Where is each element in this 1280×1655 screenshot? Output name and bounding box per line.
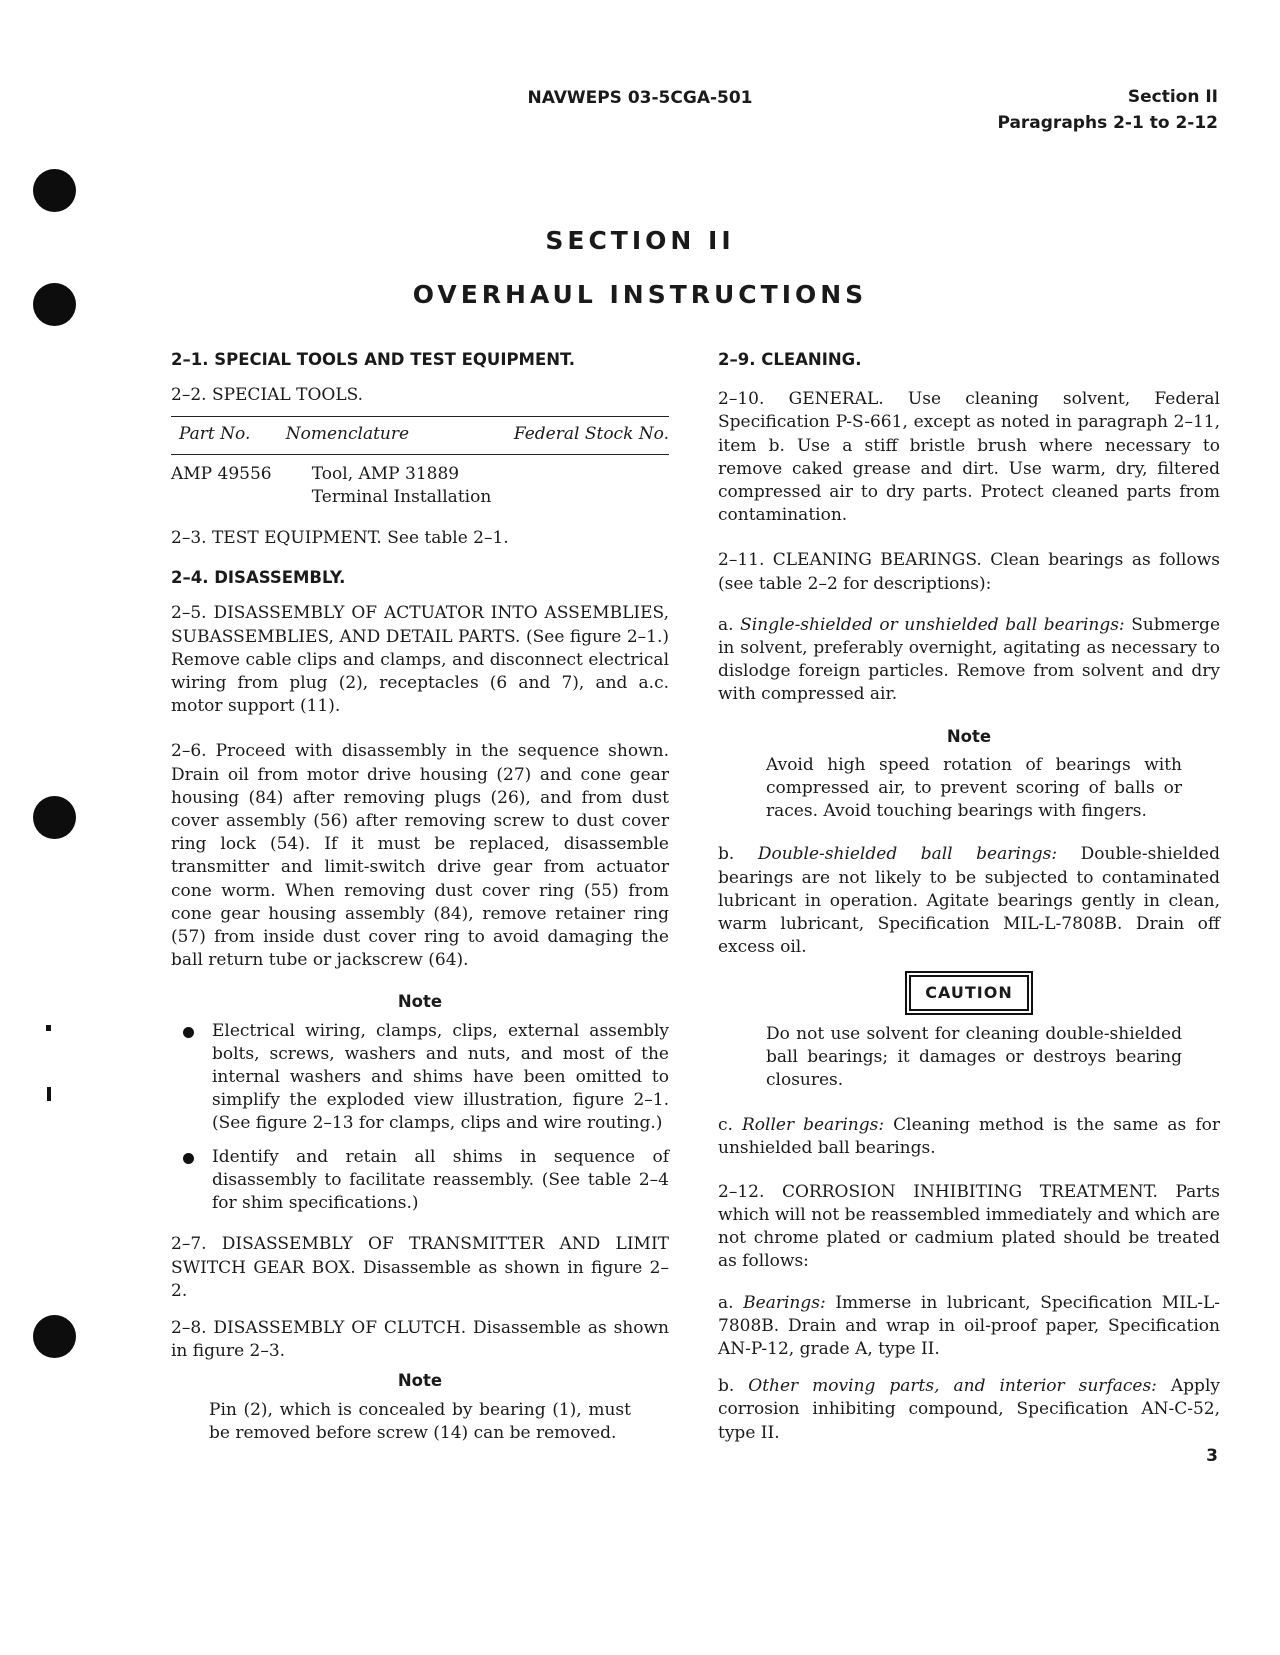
item-label: b.	[718, 1376, 749, 1397]
paragraph-range: Paragraphs 2-1 to 2-12	[997, 113, 1218, 133]
item-term: Double-shielded ball bearings:	[757, 844, 1058, 865]
item-text: Cleaning method is the same as for unshielded ball bearings.	[718, 1115, 1220, 1159]
note-bullet-text: Electrical wiring, clamps, clips, external assembly bolts, screws, washers and nuts, and most of the internal washers and shims have been omitted to simplify the exploded view illustration, figure 2–1. (See figure 2–13 for clamps, clips and wire routing.)	[212, 1020, 669, 1134]
caution-box	[718, 975, 1220, 1010]
note-body: Avoid high speed rotation of bearings with compressed air, to prevent scoring of balls or races. Avoid touching bearings with fingers.	[766, 754, 1182, 822]
item-text: Apply corrosion inhibiting compound, Specification AN-C-52, type II.	[718, 1376, 1220, 1443]
para-2-6: 2–6. Proceed with disassembly in the sequence shown. Drain oil from motor drive housing (27) and cone gear housing (84) after removing plugs (26), and from dust cover assembly (56) after removing screw to dust cover ring lock (54). If it must be replaced, disassemble transmitter and limit-switch drive gear from actuator cone worm. When removing dust cover ring (55) from cone gear housing assembly (84), remove retainer ring (57) from inside dust cover ring to avoid damaging the ball return tube or jackscrew (64).	[171, 741, 669, 971]
note-bullet-list	[171, 1020, 669, 1216]
heading-2-9: 2–9. CLEANING.	[718, 350, 862, 369]
table-row	[171, 454, 669, 509]
item-a-single-shielded	[718, 614, 1220, 707]
item-text: Submerge in solvent, preferably overnight, agitating as necessary to dislodge foreign particles. Remove from solvent and dry with compressed air.	[718, 614, 1221, 705]
cell-stock-no	[504, 454, 669, 509]
document-id: NAVWEPS 03-5CGA-501	[527, 88, 753, 108]
scan-mark	[47, 1087, 51, 1101]
section-title: SECTION II	[545, 226, 735, 255]
item-c-roller	[718, 1114, 1220, 1160]
note-title: Note	[397, 1371, 443, 1391]
right-column	[718, 348, 1220, 1459]
caution-label: CAUTION	[909, 975, 1028, 1010]
note-body: Pin (2), which is concealed by bearing (1), must be removed before screw (14) can be removed.	[209, 1399, 631, 1443]
cell-part-no: AMP 49556	[171, 463, 272, 484]
para-2-7: 2–7. DISASSEMBLY OF TRANSMITTER AND LIMIT SWITCH GEAR BOX. Disassemble as shown in figure 2–2.	[171, 1234, 669, 1301]
item-label: c.	[718, 1115, 742, 1136]
para-2-8: 2–8. DISASSEMBLY OF CLUTCH. Disassemble as shown in figure 2–3.	[171, 1317, 669, 1362]
col-header-stock-no: Federal Stock No.	[504, 417, 669, 454]
item-label: a.	[718, 614, 741, 635]
nomenclature-line-2: Terminal Installation	[311, 486, 492, 507]
item-a-bearings	[718, 1292, 1220, 1362]
note-title: Note	[946, 726, 992, 746]
note-bullet-text: Identify and retain all shims in sequence of disassembly to facilitate reassembly. (See table 2–4 for shim specifications.)	[212, 1146, 669, 1214]
nomenclature-line-1: Tool, AMP 31889	[311, 463, 460, 484]
item-term: Other moving parts, and interior surfaces:	[748, 1376, 1157, 1397]
special-tools-table	[171, 416, 669, 509]
note-title: Note	[397, 992, 443, 1012]
page-number: 3	[1206, 1446, 1218, 1466]
item-term: Single-shielded or unshielded ball bearings:	[740, 614, 1125, 635]
para-2-5: 2–5. DISASSEMBLY OF ACTUATOR INTO ASSEMBLIES, SUBASSEMBLIES, AND DETAIL PARTS. (See figure 2–1.) Remove cable clips and clamps, and disconnect electrical wiring from plug (2), receptacles (6 and 7), and a.c. motor support (11).	[171, 603, 669, 717]
cell-nomenclature	[278, 454, 505, 509]
item-b-moving-parts	[718, 1375, 1220, 1445]
punch-hole-bottom	[33, 1315, 76, 1358]
para-2-11: 2–11. CLEANING BEARINGS. Clean bearings as follows (see table 2–2 for descriptions):	[718, 550, 1220, 594]
section-reference	[997, 84, 1218, 136]
punch-hole-middle	[33, 796, 76, 839]
item-term: Roller bearings:	[741, 1115, 885, 1136]
heading-2-4: 2–4. DISASSEMBLY.	[171, 568, 346, 588]
col-header-part-no: Part No.	[171, 417, 278, 454]
col-header-nomenclature: Nomenclature	[278, 417, 505, 454]
list-item	[171, 1146, 669, 1216]
left-column	[171, 348, 669, 1459]
item-text: Immerse in lubricant, Specification MIL-L-7808B. Drain and wrap in oil-proof paper, Specification AN-P-12, grade A, type II.	[718, 1292, 1220, 1359]
item-b-double-shielded	[718, 843, 1220, 959]
para-2-2: 2–2. SPECIAL TOOLS.	[171, 385, 364, 406]
heading-2-1: 2–1. SPECIAL TOOLS AND TEST EQUIPMENT.	[171, 350, 576, 369]
para-2-3: 2–3. TEST EQUIPMENT. See table 2–1.	[171, 528, 509, 549]
punch-hole-top	[33, 169, 76, 212]
item-text: Double-shielded bearings are not likely to be subjected to contaminated lubricant in operation. Agitate bearings gently in clean, warm lubricant, Specification MIL-L-7808B. Drain off excess oil.	[718, 844, 1220, 958]
bullet-icon	[183, 1153, 194, 1164]
section-subtitle: OVERHAUL INSTRUCTIONS	[412, 280, 868, 309]
item-label: b.	[718, 844, 758, 865]
para-2-12: 2–12. CORROSION INHIBITING TREATMENT. Parts which will not be reassembled immediately and which are not chrome plated or cadmium plated should be treated as follows:	[718, 1181, 1220, 1272]
item-term: Bearings:	[743, 1292, 826, 1313]
bullet-icon	[183, 1027, 194, 1038]
item-label: a.	[718, 1292, 744, 1313]
section-label: Section II	[1127, 87, 1218, 107]
scan-mark	[46, 1025, 51, 1031]
para-2-10: 2–10. GENERAL. Use cleaning solvent, Federal Specification P-S-661, except as noted in paragraph 2–11, item b. Use a stiff bristle brush where necessary to remove caked grease and dirt. Use warm, dry, filtered compressed air to dry parts. Protect cleaned parts from contamination.	[718, 389, 1220, 526]
caution-body: Do not use solvent for cleaning double-shielded ball bearings; it damages or destroys bearing closures.	[766, 1023, 1182, 1091]
list-item	[171, 1020, 669, 1136]
